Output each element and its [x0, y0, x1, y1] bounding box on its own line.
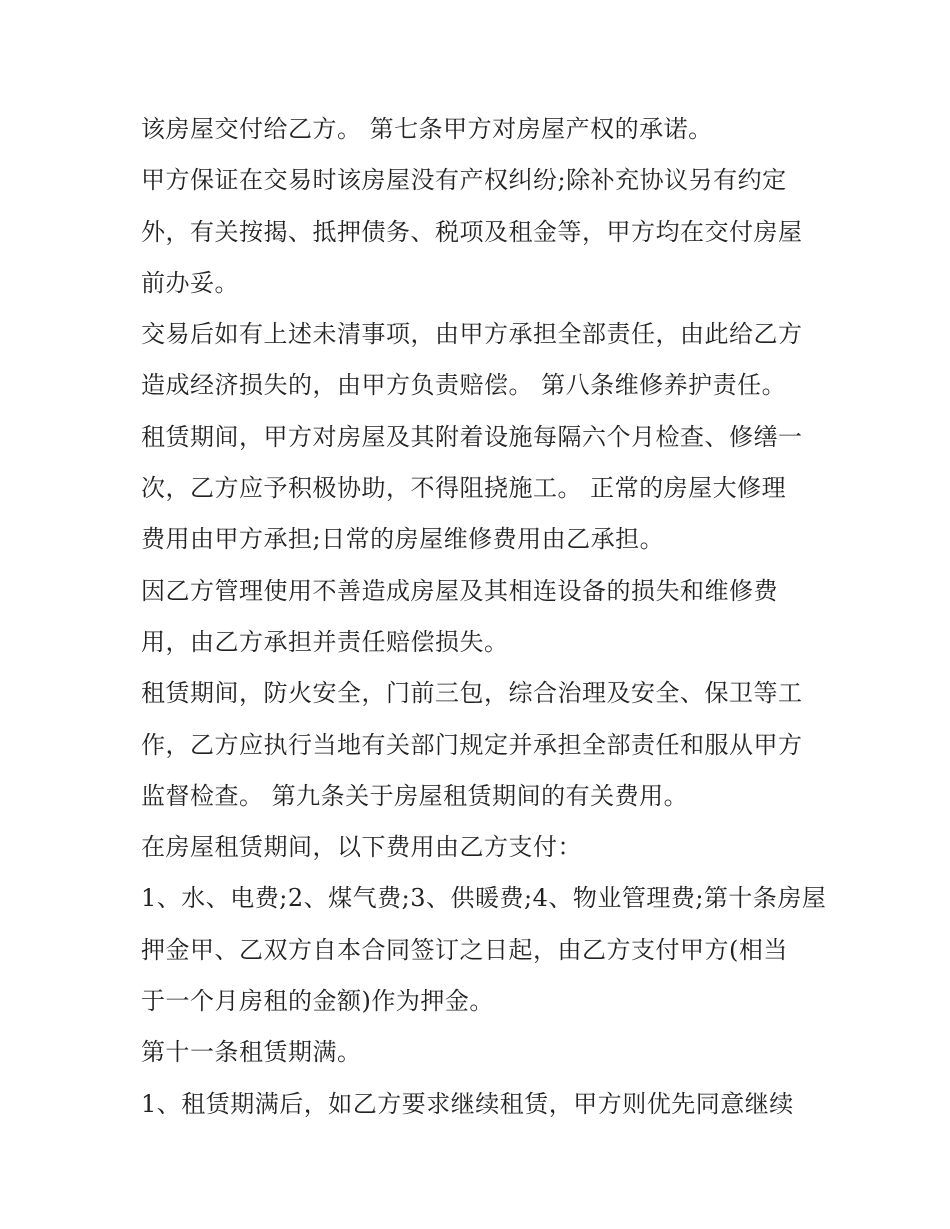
text-line-2: 甲方保证在交易时该房屋没有产权纠纷;除补充协议另有约定	[141, 166, 787, 195]
text-line-15: 在房屋租赁期间，以下费用由乙方支付：	[141, 833, 582, 862]
text-line-8: 次，乙方应予积极协助，不得阻挠施工。 正常的房屋大修理	[141, 474, 787, 503]
text-line-17: 押金甲、乙双方自本合同签订之日起，由乙方支付甲方(相当	[141, 935, 788, 964]
text-line-13: 作，乙方应执行当地有关部门规定并承担全部责任和服从甲方	[141, 730, 803, 759]
text-line-18: 于一个月房租的金额)作为押金。	[141, 987, 494, 1016]
text-line-7: 租赁期间，甲方对房屋及其附着设施每隔六个月检查、修缮一	[141, 422, 803, 451]
text-line-3: 外，有关按揭、抵押债务、税项及租金等，甲方均在交付房屋	[141, 217, 803, 246]
text-line-16: 1、水、电费;2、煤气费;3、供暖费;4、物业管理费;第十条房屋	[141, 884, 827, 913]
text-line-20: 1、租赁期满后，如乙方要求继续租赁，甲方则优先同意继续	[141, 1089, 794, 1118]
text-line-10: 因乙方管理使用不善造成房屋及其相连设备的损失和维修费	[141, 576, 778, 605]
contract-text	[141, 107, 827, 1133]
text-line-6: 造成经济损失的，由甲方负责赔偿。 第八条维修养护责任。	[141, 371, 787, 400]
text-line-11: 用，由乙方承担并责任赔偿损失。	[141, 627, 509, 656]
text-line-19: 第十一条租赁期满。	[141, 1038, 362, 1067]
text-line-12: 租赁期间，防火安全，门前三包，综合治理及安全、保卫等工	[141, 679, 803, 708]
text-line-5: 交易后如有上述未清事项，由甲方承担全部责任，由此给乙方	[141, 320, 803, 349]
text-line-4: 前办妥。	[141, 268, 239, 297]
text-line-1: 该房屋交付给乙方。 第七条甲方对房屋产权的承诺。	[141, 115, 713, 143]
text-line-9: 费用由甲方承担;日常的房屋维修费用由乙承担。	[141, 525, 665, 554]
text-line-14: 监督检查。 第九条关于房屋租赁期间的有关费用。	[141, 781, 689, 810]
